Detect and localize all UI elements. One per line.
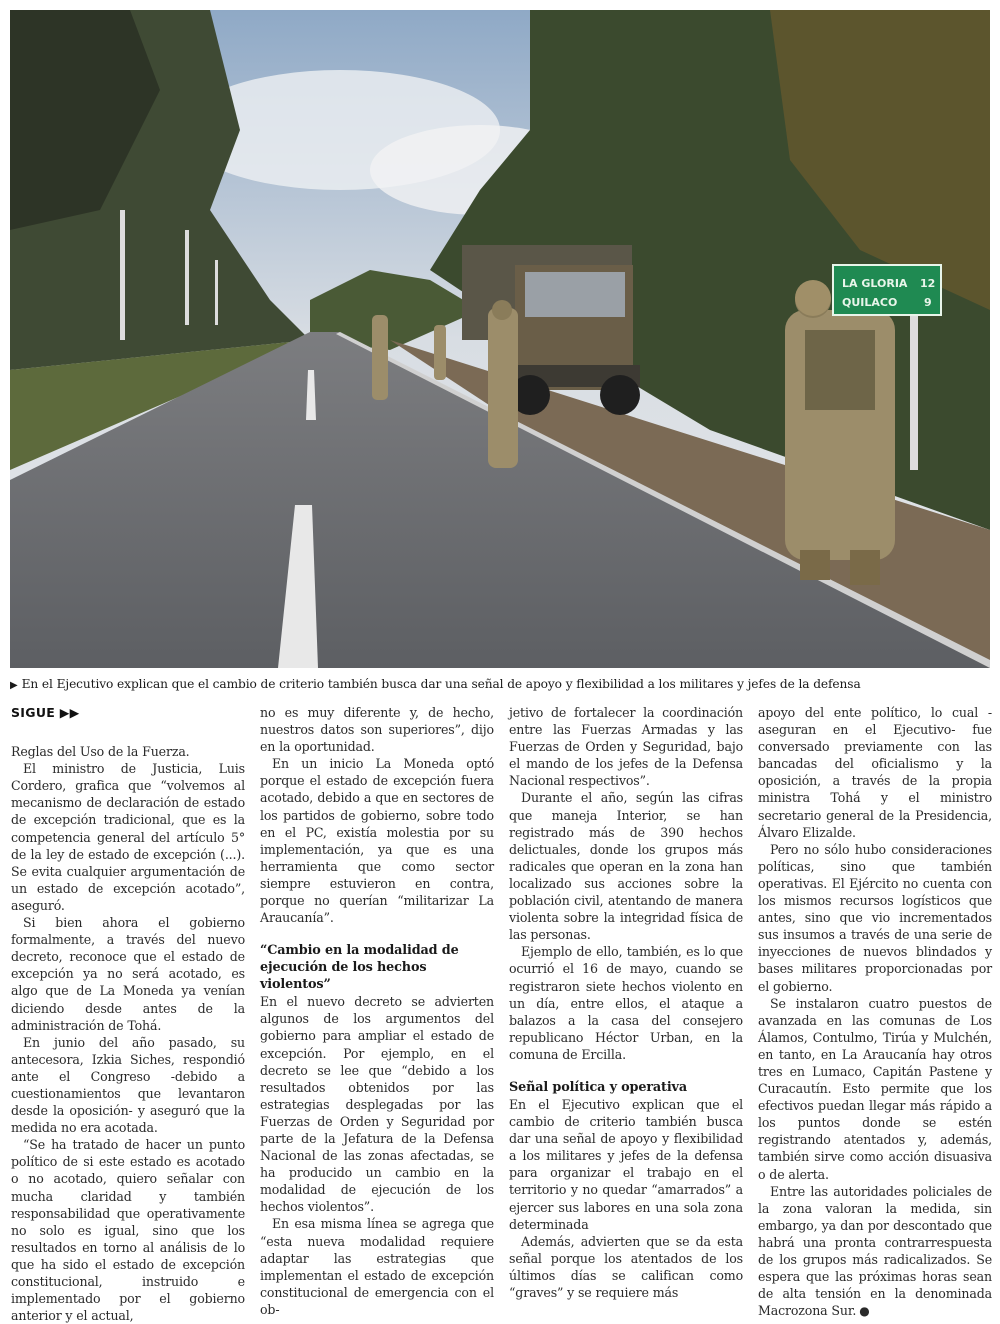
paragraph-text: Entre las autoridades policiales de la zona valoran la medida, sin embargo, ya dan por descontado que habrá una pronta contrarrespuesta de los grupos más radicalizados. Se espera que las próximas horas sean de alta tensión en la denominada Macrozona Sur. [758, 1183, 992, 1319]
article-column-4 [758, 704, 992, 1320]
article-photo [10, 10, 990, 668]
paragraph: En un inicio La Moneda optó porque el estado de excepción fuera acotado, debido a que en sectores de los partidos de gobierno, sobre todo en el PC, existía molestia por su implementación, ya que es una herramienta que como sector siempre estuvieron en contra, porque no querían “militarizar La Araucanía”. [260, 756, 494, 926]
sigue-label: SIGUE ▶▶ [11, 705, 80, 720]
soldier-helmet [795, 280, 831, 316]
paragraph: En junio del año pasado, su antecesora, Izkia Siches, respondió ante el Congreso -debido a cuestionamientos que levantaron desde la oposición- y aseguró que la medida no era acotada. [11, 1034, 245, 1136]
paragraph: “Se ha tratado de hacer un punto político de si este estado es acotado o no acotado, quiero señalar con mucha claridad y también responsabilidad que operativamente no solo es igual, sino que los resultados en torno al análisis de lo que ha sido el estado de excepción constitucional, instruido e implementado por el gobierno anterior y el actual, [11, 1137, 245, 1324]
paragraph: apoyo del ente político, lo cual -aseguran en el Ejecutivo- fue conversado previamente con las bancadas del oficialismo y la oposición, a través de la propia ministra Tohá y el ministro secretario general de la Presidencia, Álvaro Elizalde. [758, 705, 992, 840]
paragraph: Si bien ahora el gobierno formalmente, a través del nuevo decreto, reconoce que el estado de excepción ya no será acotado, es algo que de La Moneda ya venían diciendo desde antes de la administración de Tohá. [11, 915, 245, 1033]
article-column-2 [260, 704, 494, 1318]
paragraph: no es muy diferente y, de hecho, nuestros datos son superiores”, dijo en la oportunidad. [260, 705, 494, 755]
paragraph: jetivo de fortalecer la coordinación entre las Fuerzas Armadas y las Fuerzas de Orden y Seguridad, bajo el mando de los jefes de la Defensa Nacional respectivos”. [509, 705, 743, 789]
subheading: “Cambio en la modalidad de ejecución de los hechos violentos” [260, 943, 459, 993]
caption-arrow-icon: ▶ [10, 680, 18, 691]
paragraph-final [758, 1183, 992, 1321]
sign-line1-km: 12 [920, 277, 936, 290]
article-column-1 [11, 704, 245, 1324]
sign-line2-name: QUILACO [842, 296, 898, 309]
paragraph: En el nuevo decreto se advierten algunos de los argumentos del gobierno para ampliar el estado de excepción. Por ejemplo, en el decreto se lee que “debido a los resultados obtenidos por las estrategias desplegadas por las Fuerzas de Orden y Seguridad por parte de la Jefatura de la Defensa Nacional de las zonas afectadas, se ha producido un cambio en la modalidad de ejecución de los hechos violentos”. [260, 994, 494, 1215]
paragraph: Se instalaron cuatro puestos de avanzada en las comunas de Los Álamos, Contulmo, Tirúa y Mulchén, en tanto, en La Araucanía hay otros tres en Lumaco, Capitán Pastene y Curacautín. Esto permite que los efectivos puedan llegar más rápido a los puntos donde se estén registrando atentados y, además, también sirve como acción disuasiva o de alerta. [758, 995, 992, 1182]
sign-line2-km: 9 [924, 296, 932, 309]
paragraph: Reglas del Uso de la Fuerza. [11, 744, 190, 760]
paragraph: Además, advierten que se da esta señal porque los atentados de los últimos días se califican como “graves” y se requiere más [509, 1233, 743, 1300]
article-column-3 [509, 704, 743, 1301]
paragraph: Durante el año, según las cifras que maneja Interior, se han registrado más de 390 hechos delictuales, donde los grupos más radicales que operan en la zona han localizado sus acciones sobre la población civil, atentando de manera violenta sobre la integridad física de las personas. [509, 790, 743, 943]
subheading: Señal política y operativa [509, 1079, 687, 1095]
caption-text: En el Ejecutivo explican que el cambio de criterio también busca dar una señal de apoyo y flexibilidad a los militares y jefes de la defensa [21, 677, 861, 691]
end-mark-icon: ● [859, 1304, 870, 1319]
paragraph: El ministro de Justicia, Luis Cordero, grafica que “volvemos al mecanismo de declaración de estado de excepción tradicional, que es la competencia general del artículo 5° de la ley de estado de excepción (...). Se evita cualquier argumentación de un estado de excepción acotado”, aseguró. [11, 761, 245, 913]
paragraph: En el Ejecutivo explican que el cambio de criterio también busca dar una señal de apoyo y flexibilidad a los militares y jefes de la defensa para organizar el trabajo en el territorio y no quedar “amarrados” a ejercer sus labores en una sola zona determinada [509, 1096, 743, 1232]
paragraph: Pero no sólo hubo consideraciones políticas, sino que también operativas. El Ejército no cuenta con los mismos recursos logísticos que antes, sino que vio incrementados sus insumos a través de una serie de inyecciones de nuevos blindados y bases militares proporcionadas por el gobierno. [758, 841, 992, 994]
photo-caption [10, 677, 995, 691]
sign-line1-name: LA GLORIA [842, 277, 908, 290]
paragraph: Ejemplo de ello, también, es lo que ocurrió el 16 de mayo, cuando se registraron siete hechos violento en un día, entre ellos, el ataque a balazos a la casa del consejero republicano Héctor Urban, en la comuna de Ercilla. [509, 944, 743, 1062]
paragraph: En esa misma línea se agrega que “esta nueva modalidad requiere adaptar las estrategias que implementan el estado de excepción constitucional de emergencia con el ob- [260, 1216, 494, 1317]
